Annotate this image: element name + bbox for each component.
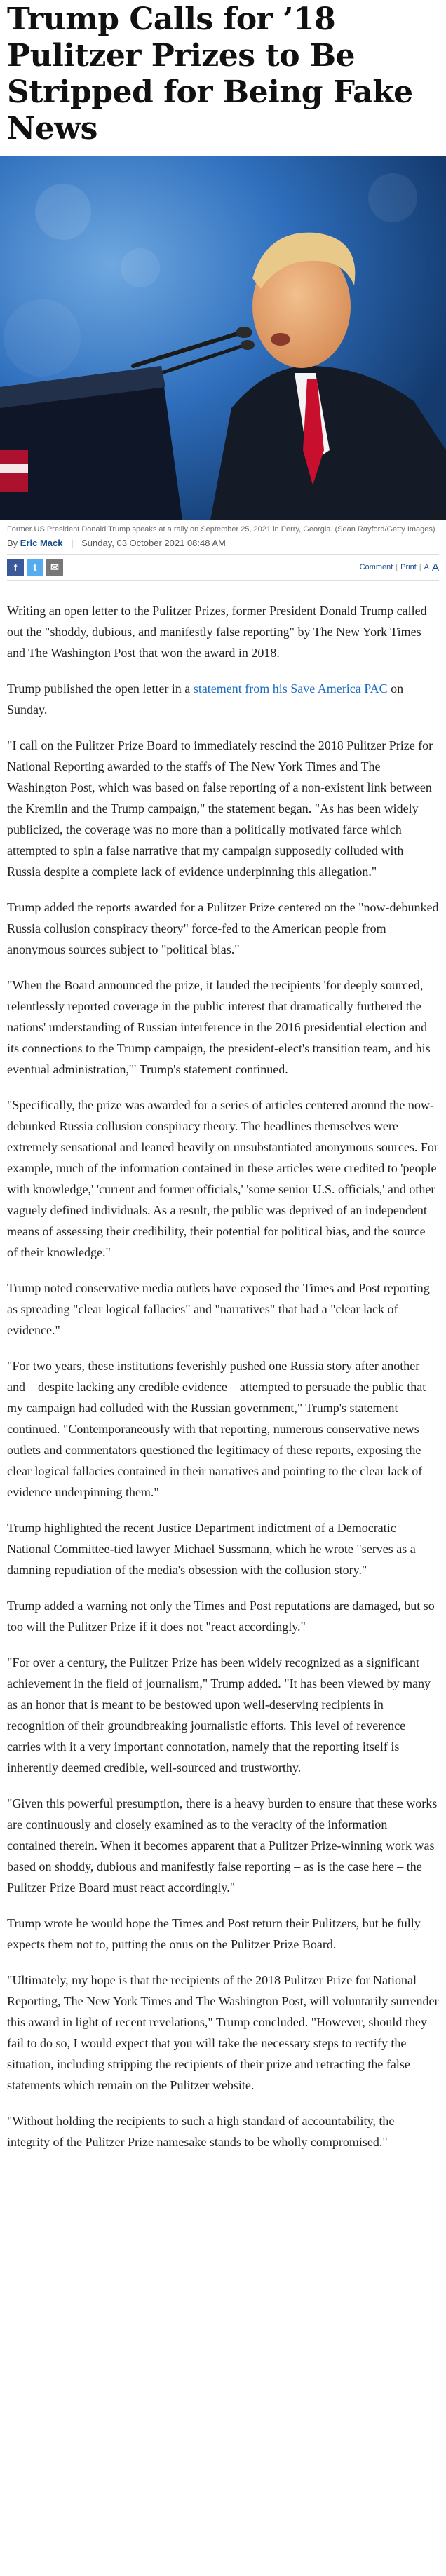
publish-date: Sunday, 03 October 2021 08:48 AM (81, 538, 226, 548)
article-paragraph: Writing an open letter to the Pulitzer Prizes, former President Donald Trump called out the "shoddy, dubious, and manifestly false reporting" by The New York Times and The Washington Post that won the award in 2018. (7, 604, 427, 660)
comment-link[interactable]: Comment (359, 563, 393, 571)
article-paragraph: "When the Board announced the prize, it lauded the recipients 'for deeply sourced, relentlessly reported coverage in the public interest that dramatically furthered the nations' understanding of Russian interference in the 2016 presidential election and its connections to the Trump campaign, the president-elect's transition team, and his eventual administration,'" Trump's statement continued. (7, 978, 431, 1076)
byline-prefix: By (7, 538, 18, 548)
tools-divider: | (396, 563, 398, 571)
share-buttons (7, 559, 63, 576)
font-increase-button[interactable]: A (431, 561, 439, 574)
twitter-icon: t (33, 562, 37, 573)
article-paragraph: Trump added the reports awarded for a Pulitzer Prize centered on the "now-debunked Russia collusion conspiracy theory" force-fed to the American people from anonymous sources subject to "political bias." (7, 900, 439, 956)
photo-illustration (0, 156, 446, 520)
headline: Trump Calls for ’18 Pulitzer Prizes to Be Stripped for Being Fake News (7, 1, 413, 147)
tools-divider: | (419, 563, 421, 571)
article-paragraph: "For two years, these institutions feverishly pushed one Russia story after another and – despite lacking any credible evidence – attempted to persuade the public that my campaign had colluded with the Russian government," Trump's statement continued. "Contemporaneously with that reporting, numerous conservative news outlets and commentators questioned the legitimacy of these reports, exposing the clear logical fallacies contained in their narratives and pointing to the clear lack of evidence underpinning them." (7, 1359, 426, 1499)
article-paragraph: "Given this powerful presumption, there is a heavy burden to ensure that these works are continuously and closely examined as to the veracity of the information contained therein. When it becomes apparent that a Pulitzer Prize-winning work was based on shoddy, dubious and manifestly false reporting – as is the case here – the Pulitzer Prize Board must react accordingly." (7, 1796, 438, 1894)
email-share-button[interactable] (46, 559, 63, 576)
article-body (0, 581, 446, 2153)
article-paragraph: Trump added a warning not only the Times and Post reputations are damaged, but so too will the Pulitzer Prize if it does not "react accordingly." (7, 1599, 435, 1634)
author-link[interactable]: Eric Mack (20, 538, 63, 548)
byline-separator: | (71, 538, 74, 548)
article-tools (360, 562, 439, 574)
twitter-share-button[interactable] (27, 559, 43, 576)
article-paragraph: Trump highlighted the recent Justice Department indictment of a Democratic National Committee-tied lawyer Michael Sussmann, which he wrote "serves as a damning repudiation of the media's obsession with the collusion story." (7, 1521, 416, 1577)
facebook-share-button[interactable] (7, 559, 24, 576)
font-decrease-button[interactable]: A (424, 563, 429, 571)
article-paragraph: Trump published the open letter in a statement from his Save America PAC on Sunday. (7, 682, 404, 717)
article-photo (0, 156, 446, 520)
article-toolbar (7, 554, 439, 581)
article-paragraph: "Without holding the recipients to such a high standard of accountability, the integrity of the Pulitzer Prize namesake stands to be wholly compromised." (7, 2114, 395, 2149)
byline (0, 536, 446, 554)
article-paragraph: Trump wrote he would hope the Times and Post return their Pulitzers, but he fully expects them not to, putting the onus on the Pulitzer Prize Board. (7, 1916, 421, 1951)
article-paragraph: "Specifically, the prize was awarded for a series of articles centered around the now-debunked Russia collusion conspiracy theory. The headlines themselves were extremely sensational and leaned heavily on unsubstantiated anonymous sources. For example, much of the information contained in these articles were credited to 'people with knowledge,' 'current and former officials,' 'some senior U.S. officials,' and other vaguely defined individuals. As a result, the public was deprived of an independent means of assessing their credibility, their potential for political bias, and the source of their knowledge." (7, 1098, 438, 1259)
article-paragraph: "I call on the Pulitzer Prize Board to immediately rescind the 2018 Pulitzer Prize for National Reporting awarded to the staffs of The New York Times and The Washington Post, which was based on false reporting of a non-existent link between the Kremlin and the Trump campaign," the statement began. "As has been widely publicized, the coverage was no more than a politically motivated farce which attempted to spin a false narrative that my campaign supposedly colluded with Russia despite a complete lack of evidence underpinning this allegation." (7, 738, 433, 879)
article-paragraph: "For over a century, the Pulitzer Prize has been widely recognized as a significant achievement in the field of journalism," Trump added. "It has been viewed by many as an honor that is meant to be bestowed upon well-deserving recipients in recognition of their groundbreaking journalistic efforts. This level of reverence carries with it a very important connotation, namely that the reporting itself is inherently deemed credible, well-sourced and trustworthy. (7, 1655, 431, 1775)
article-paragraph: Trump noted conservative media outlets have exposed the Times and Post reporting as spreading "clear logical fallacies" and "narratives" that had a "clear lack of evidence." (7, 1281, 430, 1337)
facebook-icon: f (13, 562, 18, 573)
photo-caption: Former US President Donald Trump speaks at a rally on September 25, 2021 in Perry, Georgia. (Sean Rayford/Getty Images) (7, 525, 435, 534)
article-paragraph: "Ultimately, my hope is that the recipients of the 2018 Pulitzer Prize for National Reporting, The New York Times and The Washington Post, will voluntarily surrender this award in light of recent revelations," Trump concluded. "However, should they fail to do so, I would expect that you will take the necessary steps to rectify the situation, including stripping the recipients of their prize and retracting the false statements which remain on the Pulitzer website. (7, 1973, 439, 2092)
print-link[interactable]: Print (400, 563, 417, 571)
email-icon: ✉ (50, 561, 59, 573)
save-america-statement-link[interactable]: statement from his Save America PAC (193, 682, 388, 696)
